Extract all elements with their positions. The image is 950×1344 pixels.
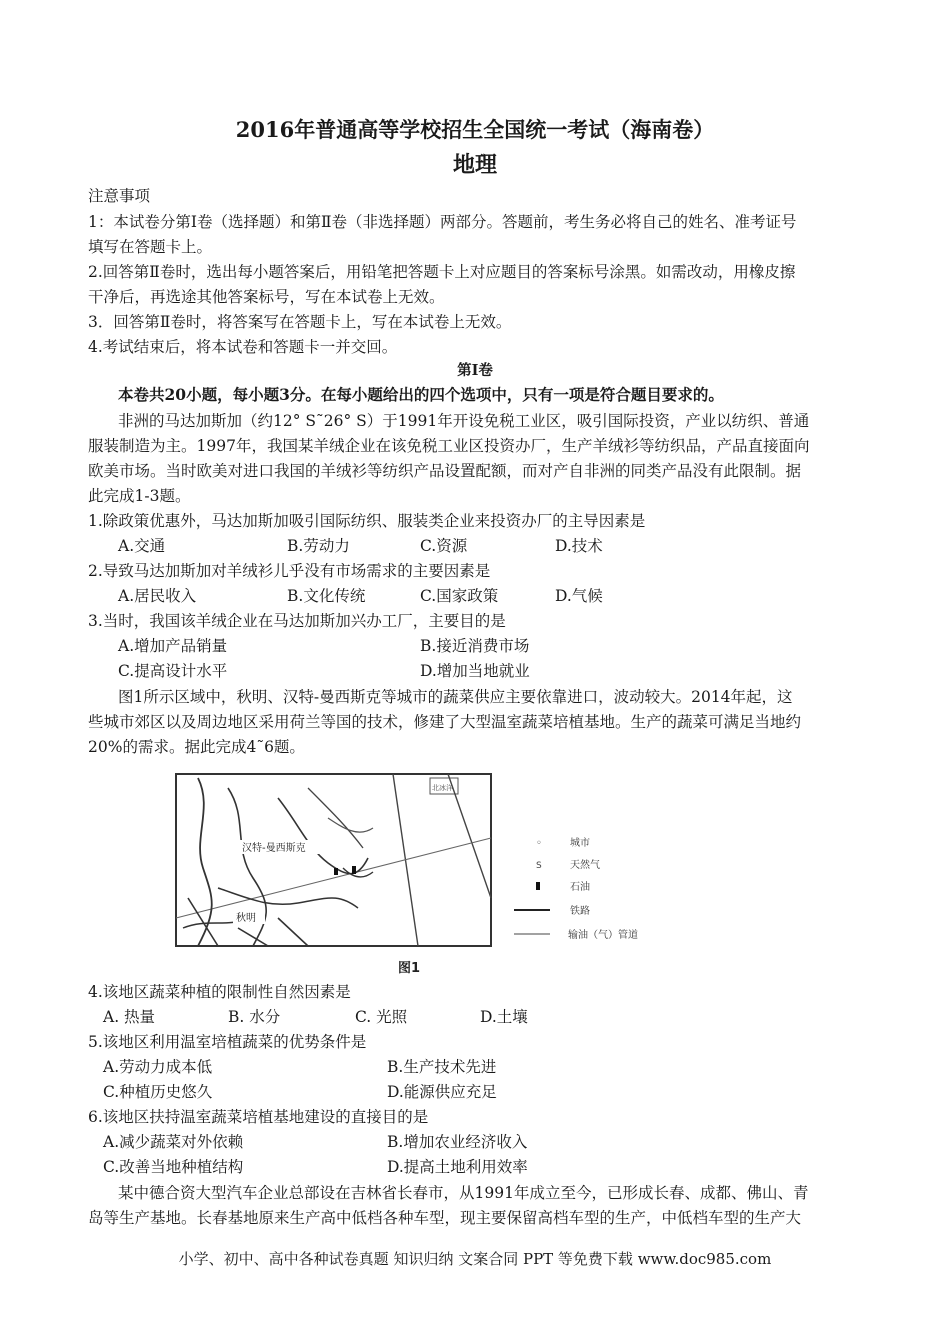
q5-option-c: C.种植历史悠久 [103,1083,213,1101]
q5-option-a: A.劳动力成本低 [103,1058,213,1076]
legend-railway: 铁路 [570,906,590,917]
q1-option-c: C.资源 [420,537,468,555]
q2-option-d: D.气候 [555,587,603,605]
q3-option-d: D.增加当地就业 [420,662,530,680]
city-label-khanty: 汉特-曼西斯克 [242,843,306,854]
exam-title: 2016年普通高等学校招生全国统一考试（海南卷） [235,117,715,142]
q1-option-b: B.劳动力 [287,537,350,555]
question-1-stem: 1.除政策优惠外，马达加斯加吸引国际纺织、服装类企业来投资办厂的主导因素是 [88,512,646,530]
q4-option-d: D.土壤 [480,1008,528,1026]
oil-marker [334,868,338,875]
q3-option-c: C.提高设计水平 [118,662,228,680]
page-footer: 小学、初中、高中各种试卷真题 知识归纳 文案合同 PPT 等免费下载 www.doc985.com [178,1250,772,1268]
passage-line: 欧美市场。当时欧美对进口我国的羊绒衫等纺织产品设置配额，而对产自非洲的同类产品没有此限制。据 [88,462,802,480]
passage-line: 20%的需求。据此完成4˜6题。 [88,738,305,756]
note-line: 4.考试结束后，将本试卷和答题卡一并交回。 [88,338,398,356]
passage-line: 些城市郊区以及周边地区采用荷兰等国的技术，修建了大型温室蔬菜培植基地。生产的蔬菜可满足当地约 [88,713,802,731]
q2-option-a: A.居民收入 [118,587,197,605]
q3-option-a: A.增加产品销量 [118,637,228,655]
svg-text:S: S [536,861,542,871]
passage-line: 岛等生产基地。长春基地原来生产高中低档各种车型，现主要保留高档车型的生产，中低档车型的生产大 [88,1209,802,1227]
q2-option-b: B.文化传统 [287,587,366,605]
legend-pipeline: 输油（气）管道 [568,930,638,941]
q5-option-b: B.生产技术先进 [387,1058,497,1076]
q6-option-a: A.减少蔬菜对外依赖 [103,1133,244,1151]
question-4-stem: 4.该地区蔬菜种植的限制性自然因素是 [88,983,351,1001]
figure-caption: 图1 [398,961,421,976]
passage-line: 某中德合资大型汽车企业总部设在吉林省长春市，从1991年成立至今，已形成长春、成都、佛山、青 [118,1184,809,1202]
passage-line: 非洲的马达加斯加（约12° S˜26° S）于1991年开设免税工业区，吸引国际投资，产业以纺织、普通 [118,412,810,430]
q1-option-d: D.技术 [555,537,603,555]
q2-option-c: C.国家政策 [420,587,499,605]
legend-oil: 石油 [570,882,590,893]
note-line: 干净后，再选途其他答案标号，写在本试卷上无效。 [88,288,445,306]
section-title: 第Ⅰ卷 [457,362,493,379]
notes-heading: 注意事项 [88,187,151,205]
note-line: 1：本试卷分第Ⅰ卷（选择题）和第Ⅱ卷（非选择题）两部分。答题前，考生务必将自己的姓名、准考证号 [88,213,797,231]
map-graphic [158,768,698,978]
q6-option-d: D.提高土地利用效率 [387,1158,528,1176]
figure-1-map [158,768,698,978]
note-line: 3．回答第Ⅱ卷时，将答案写在答题卡上，写在本试卷上无效。 [88,313,512,331]
q6-option-b: B.增加农业经济收入 [387,1133,528,1151]
passage-line: 此完成1-3题。 [88,487,191,505]
passage-line: 图1所示区域中，秋明、汉特-曼西斯克等城市的蔬菜供应主要依靠进口，波动较大。2014年起，这 [118,688,793,706]
question-2-stem: 2.导致马达加斯加对羊绒衫儿乎没有市场需求的主要因素是 [88,562,491,580]
q6-option-c: C.改善当地种植结构 [103,1158,244,1176]
note-line: 2.回答第Ⅱ卷时，选出每小题答案后，用铅笔把答题卡上对应题目的答案标号涂黑。如需改动，用橡皮擦 [88,263,796,281]
q4-option-c: C. 光照 [355,1008,408,1026]
corner-label: 北冰洋 [432,784,453,792]
q5-option-d: D.能源供应充足 [387,1083,497,1101]
section-intro: 本卷共20小题，每小题3分。在每小题给出的四个选项中，只有一项是符合题目要求的。 [118,385,724,404]
q1-option-a: A.交通 [118,537,166,555]
q4-option-b: B. 水分 [228,1008,281,1026]
city-label-tyumen: 秋明 [236,913,256,924]
passage-line: 服装制造为主。1997年，我国某羊绒企业在该免税工业区投资办厂，生产羊绒衫等纺织品，产品直接面向 [88,437,810,455]
svg-text:◦: ◦ [536,838,542,849]
q3-option-b: B.接近消费市场 [420,637,530,655]
legend-city: 城市 [570,838,590,849]
subject-title: 地理 [452,152,497,178]
question-5-stem: 5.该地区利用温室培植蔬菜的优势条件是 [88,1033,367,1051]
legend-gas: 天然气 [570,860,600,871]
q4-option-a: A. 热量 [103,1008,156,1026]
oil-marker [352,866,356,874]
question-6-stem: 6.该地区扶持温室蔬菜培植基地建设的直接目的是 [88,1108,429,1126]
question-3-stem: 3.当时，我国该羊绒企业在马达加斯加兴办工厂，主要目的是 [88,612,506,630]
note-line: 填写在答题卡上。 [88,238,213,256]
